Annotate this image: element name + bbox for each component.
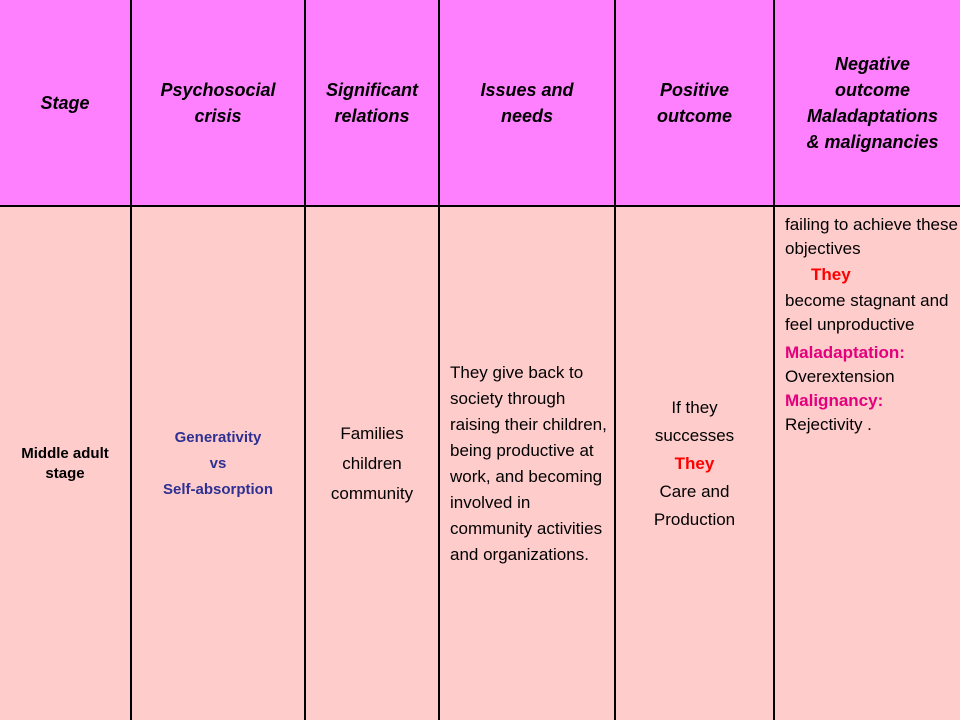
header-issues-label: Issues and needs [480, 79, 574, 126]
positive-line-3: Care and [659, 481, 730, 501]
cell-issues [440, 207, 614, 720]
header-stage [0, 0, 130, 205]
positive-line-1: If they [671, 397, 718, 417]
stage-text: Middle adult stage [21, 444, 109, 482]
header-issues-needs [440, 0, 614, 205]
positive-they: They [674, 453, 715, 473]
issues-text: They give back to society through raising their children, being productive at work, and becoming involved in community activities and organizations. [450, 362, 607, 564]
header-positive-label: Positive outcome [656, 79, 732, 126]
cell-negative [775, 207, 960, 720]
relation-families: Families [340, 423, 404, 443]
header-relations-label: Significant relations [325, 79, 418, 126]
maladaptation-value: Overextension [785, 367, 895, 386]
negative-intro: failing to achieve these objectives [785, 215, 958, 258]
header-psychosocial-crisis [132, 0, 304, 205]
cell-positive [616, 207, 773, 720]
relation-children: children [342, 453, 402, 473]
malignancy-value: Rejectivity . [785, 415, 872, 434]
negative-result: become stagnant and feel unproductive [785, 291, 949, 334]
header-negative-outcome [775, 0, 960, 205]
maladaptation-label: Maladaptation: [785, 343, 905, 362]
cell-crisis [132, 207, 304, 720]
header-significant-relations [306, 0, 438, 205]
cell-stage [0, 207, 130, 720]
header-negative-label: Negative outcome Maladaptations & malignancies [806, 53, 939, 152]
header-crisis-label: Psychosocial crisis [160, 79, 276, 126]
crisis-line-1: Generativity [174, 428, 262, 446]
positive-line-4: Production [653, 509, 736, 529]
crisis-line-3: Self-absorption [162, 480, 273, 498]
crisis-line-2: vs [209, 454, 227, 472]
negative-they: They [811, 265, 851, 284]
cell-relations [306, 207, 438, 720]
relation-community: community [330, 483, 414, 503]
malignancy-label: Malignancy: [785, 391, 884, 410]
header-positive-outcome [616, 0, 773, 205]
header-stage-label: Stage [40, 92, 90, 113]
positive-line-2: successes [654, 425, 735, 445]
